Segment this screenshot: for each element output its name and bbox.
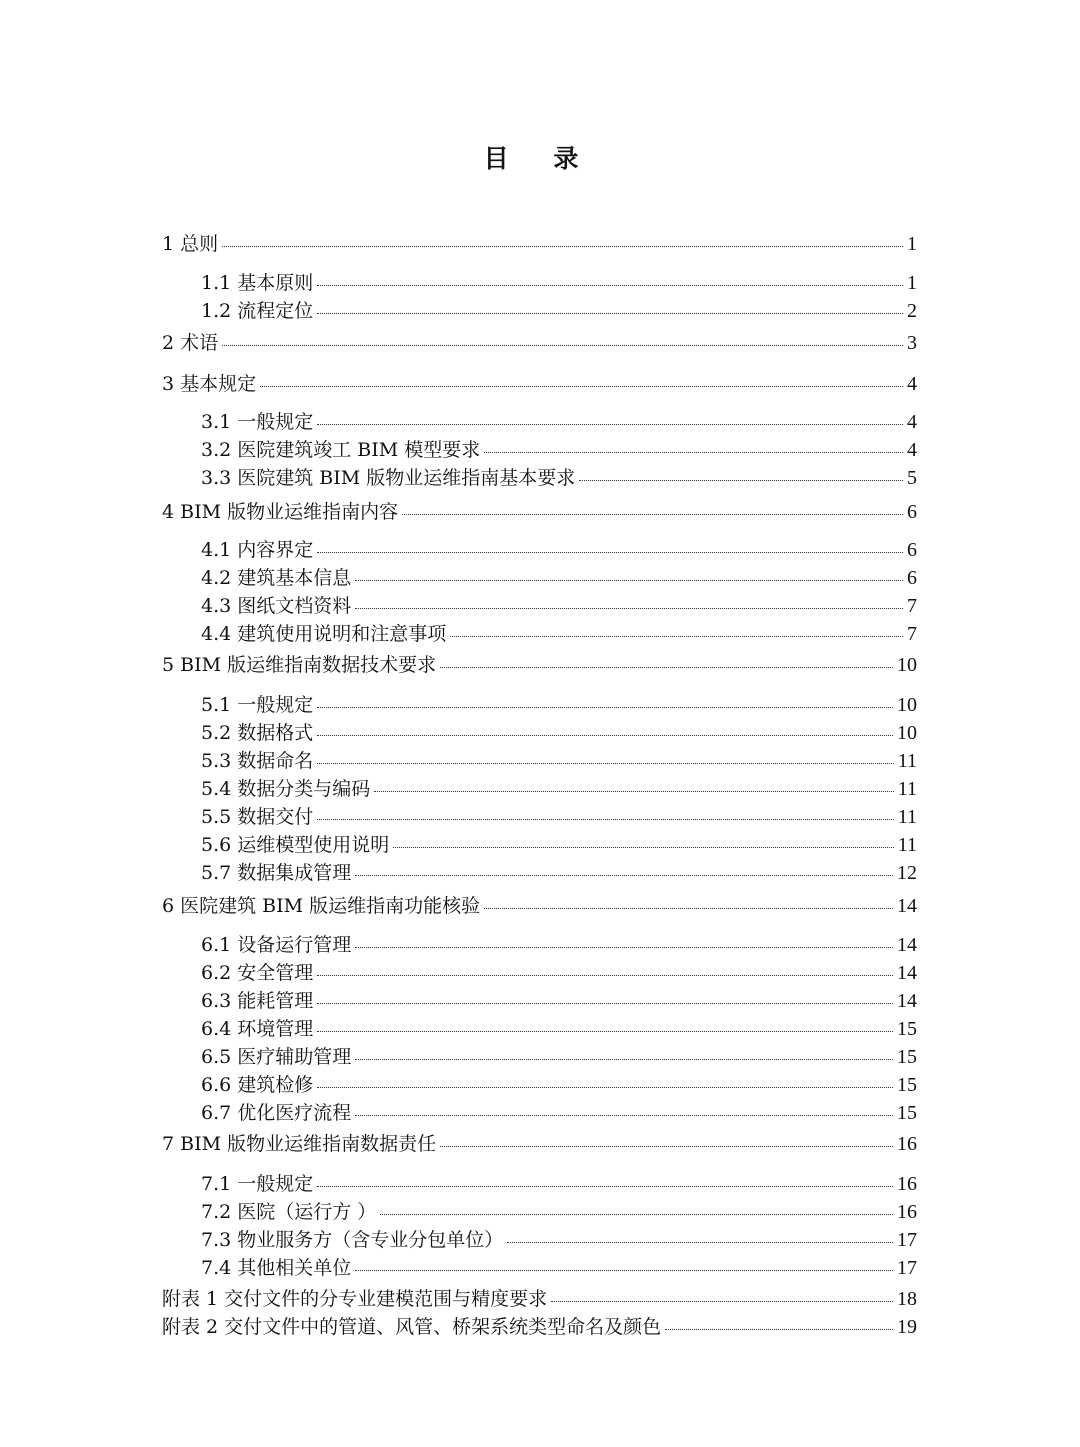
dot-leader [507,1242,893,1243]
toc-entry-label: 1.2 流程定位 [201,300,314,322]
toc-entry-label: 4 BIM 版物业运维指南内容 [162,501,399,523]
toc-entry-label: 4.1 内容界定 [201,539,314,561]
dot-leader [402,514,903,515]
dot-leader [222,246,903,247]
toc-entry[interactable] [162,1287,917,1311]
dot-leader [579,480,903,481]
toc-entry-page-number: 6 [907,539,917,561]
dot-leader [355,1059,893,1060]
toc-entry-label: 7.2 医院（运行方 ） [201,1201,377,1223]
dot-leader [355,580,903,581]
toc-entry[interactable] [201,1228,917,1252]
toc-entry-page-number: 12 [897,862,917,884]
toc-entry-label: 3.1 一般规定 [201,411,314,433]
dot-leader [317,552,903,553]
toc-entry[interactable] [201,777,917,801]
toc-entry[interactable] [201,622,917,646]
toc-entry-page-number: 4 [907,373,917,395]
toc-entry-label: 2 术语 [162,332,219,354]
dot-leader [317,1031,893,1032]
toc-entry-page-number: 7 [907,595,917,617]
toc-entry-page-number: 4 [907,439,917,461]
toc-entry-page-number: 14 [897,895,917,917]
toc-entry-label: 5.2 数据格式 [201,722,314,744]
dot-leader [665,1329,893,1330]
dot-leader [317,707,893,708]
toc-entry[interactable] [201,833,917,857]
toc-entry-label: 7.1 一般规定 [201,1173,314,1195]
toc-entry-page-number: 19 [897,1316,917,1338]
toc-entry-label: 6.6 建筑检修 [201,1074,314,1096]
toc-entry-label: 6.1 设备运行管理 [201,934,352,956]
dot-leader [355,875,893,876]
toc-entry[interactable] [162,331,917,355]
page-title: 目 录 [483,144,597,173]
toc-entry-page-number: 1 [907,233,917,255]
toc-entry[interactable] [201,861,917,885]
toc-entry[interactable] [201,1045,917,1069]
toc-entry-label: 4.2 建筑基本信息 [201,567,352,589]
toc-entry[interactable] [201,933,917,957]
toc-entry[interactable] [201,805,917,829]
toc-entry-page-number: 10 [897,654,917,676]
toc-entry[interactable] [201,271,917,295]
toc-entry-label: 5 BIM 版运维指南数据技术要求 [162,654,437,676]
dot-leader [450,636,903,637]
toc-entry-page-number: 2 [907,300,917,322]
toc-entry[interactable] [201,749,917,773]
toc-entry[interactable] [162,372,917,396]
dot-leader [317,1186,893,1187]
toc-entry-page-number: 6 [907,501,917,523]
toc-entry-label: 5.3 数据命名 [201,750,314,772]
toc-entry[interactable] [201,566,917,590]
toc-entry-page-number: 4 [907,411,917,433]
dot-leader [260,386,903,387]
toc-entry-page-number: 6 [907,567,917,589]
toc-entry-label: 4.4 建筑使用说明和注意事项 [201,623,447,645]
toc-entry-label: 3 基本规定 [162,373,257,395]
toc-entry-page-number: 1 [907,272,917,294]
toc-entry[interactable] [201,410,917,434]
dot-leader [355,1270,893,1271]
toc-entry[interactable] [201,594,917,618]
toc-entry[interactable] [201,1200,917,1224]
toc-entry[interactable] [201,1256,917,1280]
toc-entry-label: 5.4 数据分类与编码 [201,778,371,800]
toc-entry[interactable] [201,961,917,985]
toc-entry-label: 5.7 数据集成管理 [201,862,352,884]
toc-entry-page-number: 14 [897,990,917,1012]
dot-leader [484,452,903,453]
toc-entry-page-number: 14 [897,934,917,956]
toc-entry-label: 7.4 其他相关单位 [201,1257,352,1279]
toc-entry-label: 5.6 运维模型使用说明 [201,834,390,856]
toc-entry-label: 4.3 图纸文档资料 [201,595,352,617]
dot-leader [317,285,903,286]
toc-entry[interactable] [201,693,917,717]
toc-entry-page-number: 16 [897,1173,917,1195]
dot-leader [317,975,893,976]
dot-leader [317,819,893,820]
dot-leader [355,947,893,948]
dot-leader [317,313,903,314]
toc-entry-page-number: 11 [897,834,917,856]
toc-entry[interactable] [201,1101,917,1125]
toc-entry-page-number: 15 [897,1102,917,1124]
toc-entry[interactable] [201,299,917,323]
toc-entry-page-number: 15 [897,1074,917,1096]
toc-entry-page-number: 18 [897,1288,917,1310]
toc-entry-label: 6.5 医疗辅助管理 [201,1046,352,1068]
toc-entry[interactable] [162,500,917,524]
toc-entry-page-number: 15 [897,1018,917,1040]
dot-leader [380,1214,893,1215]
toc-entry[interactable] [162,232,917,256]
dot-leader [317,1087,893,1088]
dot-leader [374,791,893,792]
toc-entry-page-number: 11 [897,778,917,800]
toc-entry-page-number: 10 [897,722,917,744]
dot-leader [317,424,903,425]
toc-entry-page-number: 10 [897,694,917,716]
toc-entry-label: 7 BIM 版物业运维指南数据责任 [162,1133,437,1155]
dot-leader [317,735,893,736]
toc-entry-page-number: 17 [897,1229,917,1251]
toc-entry-label: 附表 1 交付文件的分专业建模范围与精度要求 [162,1288,548,1310]
toc-entry-label: 附表 2 交付文件中的管道、风管、桥架系统类型命名及颜色 [162,1316,662,1338]
dot-leader [317,1003,893,1004]
toc-entry[interactable] [201,438,917,462]
toc-entry-label: 6.2 安全管理 [201,962,314,984]
toc-entry-page-number: 16 [897,1133,917,1155]
toc-entry[interactable] [201,1172,917,1196]
dot-leader [440,1146,893,1147]
toc-entry-label: 6.3 能耗管理 [201,990,314,1012]
toc-entry[interactable] [201,466,917,490]
toc-entry-label: 5.1 一般规定 [201,694,314,716]
toc-entry-label: 3.2 医院建筑竣工 BIM 模型要求 [201,439,481,461]
dot-leader [551,1301,893,1302]
toc-entry-label: 1 总则 [162,233,219,255]
toc-entry-page-number: 3 [907,332,917,354]
toc-entry[interactable] [201,1073,917,1097]
dot-leader [393,847,893,848]
toc-entry-page-number: 14 [897,962,917,984]
toc-entry[interactable] [162,894,917,918]
dot-leader [484,908,893,909]
toc-entry[interactable] [201,538,917,562]
dot-leader [355,1115,893,1116]
toc-entry-page-number: 11 [897,750,917,772]
toc-entry-label: 5.5 数据交付 [201,806,314,828]
toc-entry-label: 7.3 物业服务方（含专业分包单位） [201,1229,504,1251]
toc-entry-label: 6 医院建筑 BIM 版运维指南功能核验 [162,895,481,917]
toc-entry-page-number: 7 [907,623,917,645]
toc-entry-page-number: 16 [897,1201,917,1223]
toc-entry[interactable] [162,1315,917,1339]
toc-entry[interactable] [201,721,917,745]
toc-entry-page-number: 5 [907,467,917,489]
toc-entry-label: 1.1 基本原则 [201,272,314,294]
toc-entry[interactable] [201,989,917,1013]
toc-entry[interactable] [162,1132,917,1156]
toc-entry-label: 6.4 环境管理 [201,1018,314,1040]
dot-leader [355,608,903,609]
dot-leader [317,763,893,764]
toc-entry-label: 3.3 医院建筑 BIM 版物业运维指南基本要求 [201,467,576,489]
toc-entry[interactable] [201,1017,917,1041]
dot-leader [440,667,893,668]
toc-entry-label: 6.7 优化医疗流程 [201,1102,352,1124]
toc-entry-page-number: 15 [897,1046,917,1068]
toc-entry[interactable] [162,653,917,677]
toc-entry-page-number: 11 [897,806,917,828]
dot-leader [222,345,903,346]
toc-entry-page-number: 17 [897,1257,917,1279]
